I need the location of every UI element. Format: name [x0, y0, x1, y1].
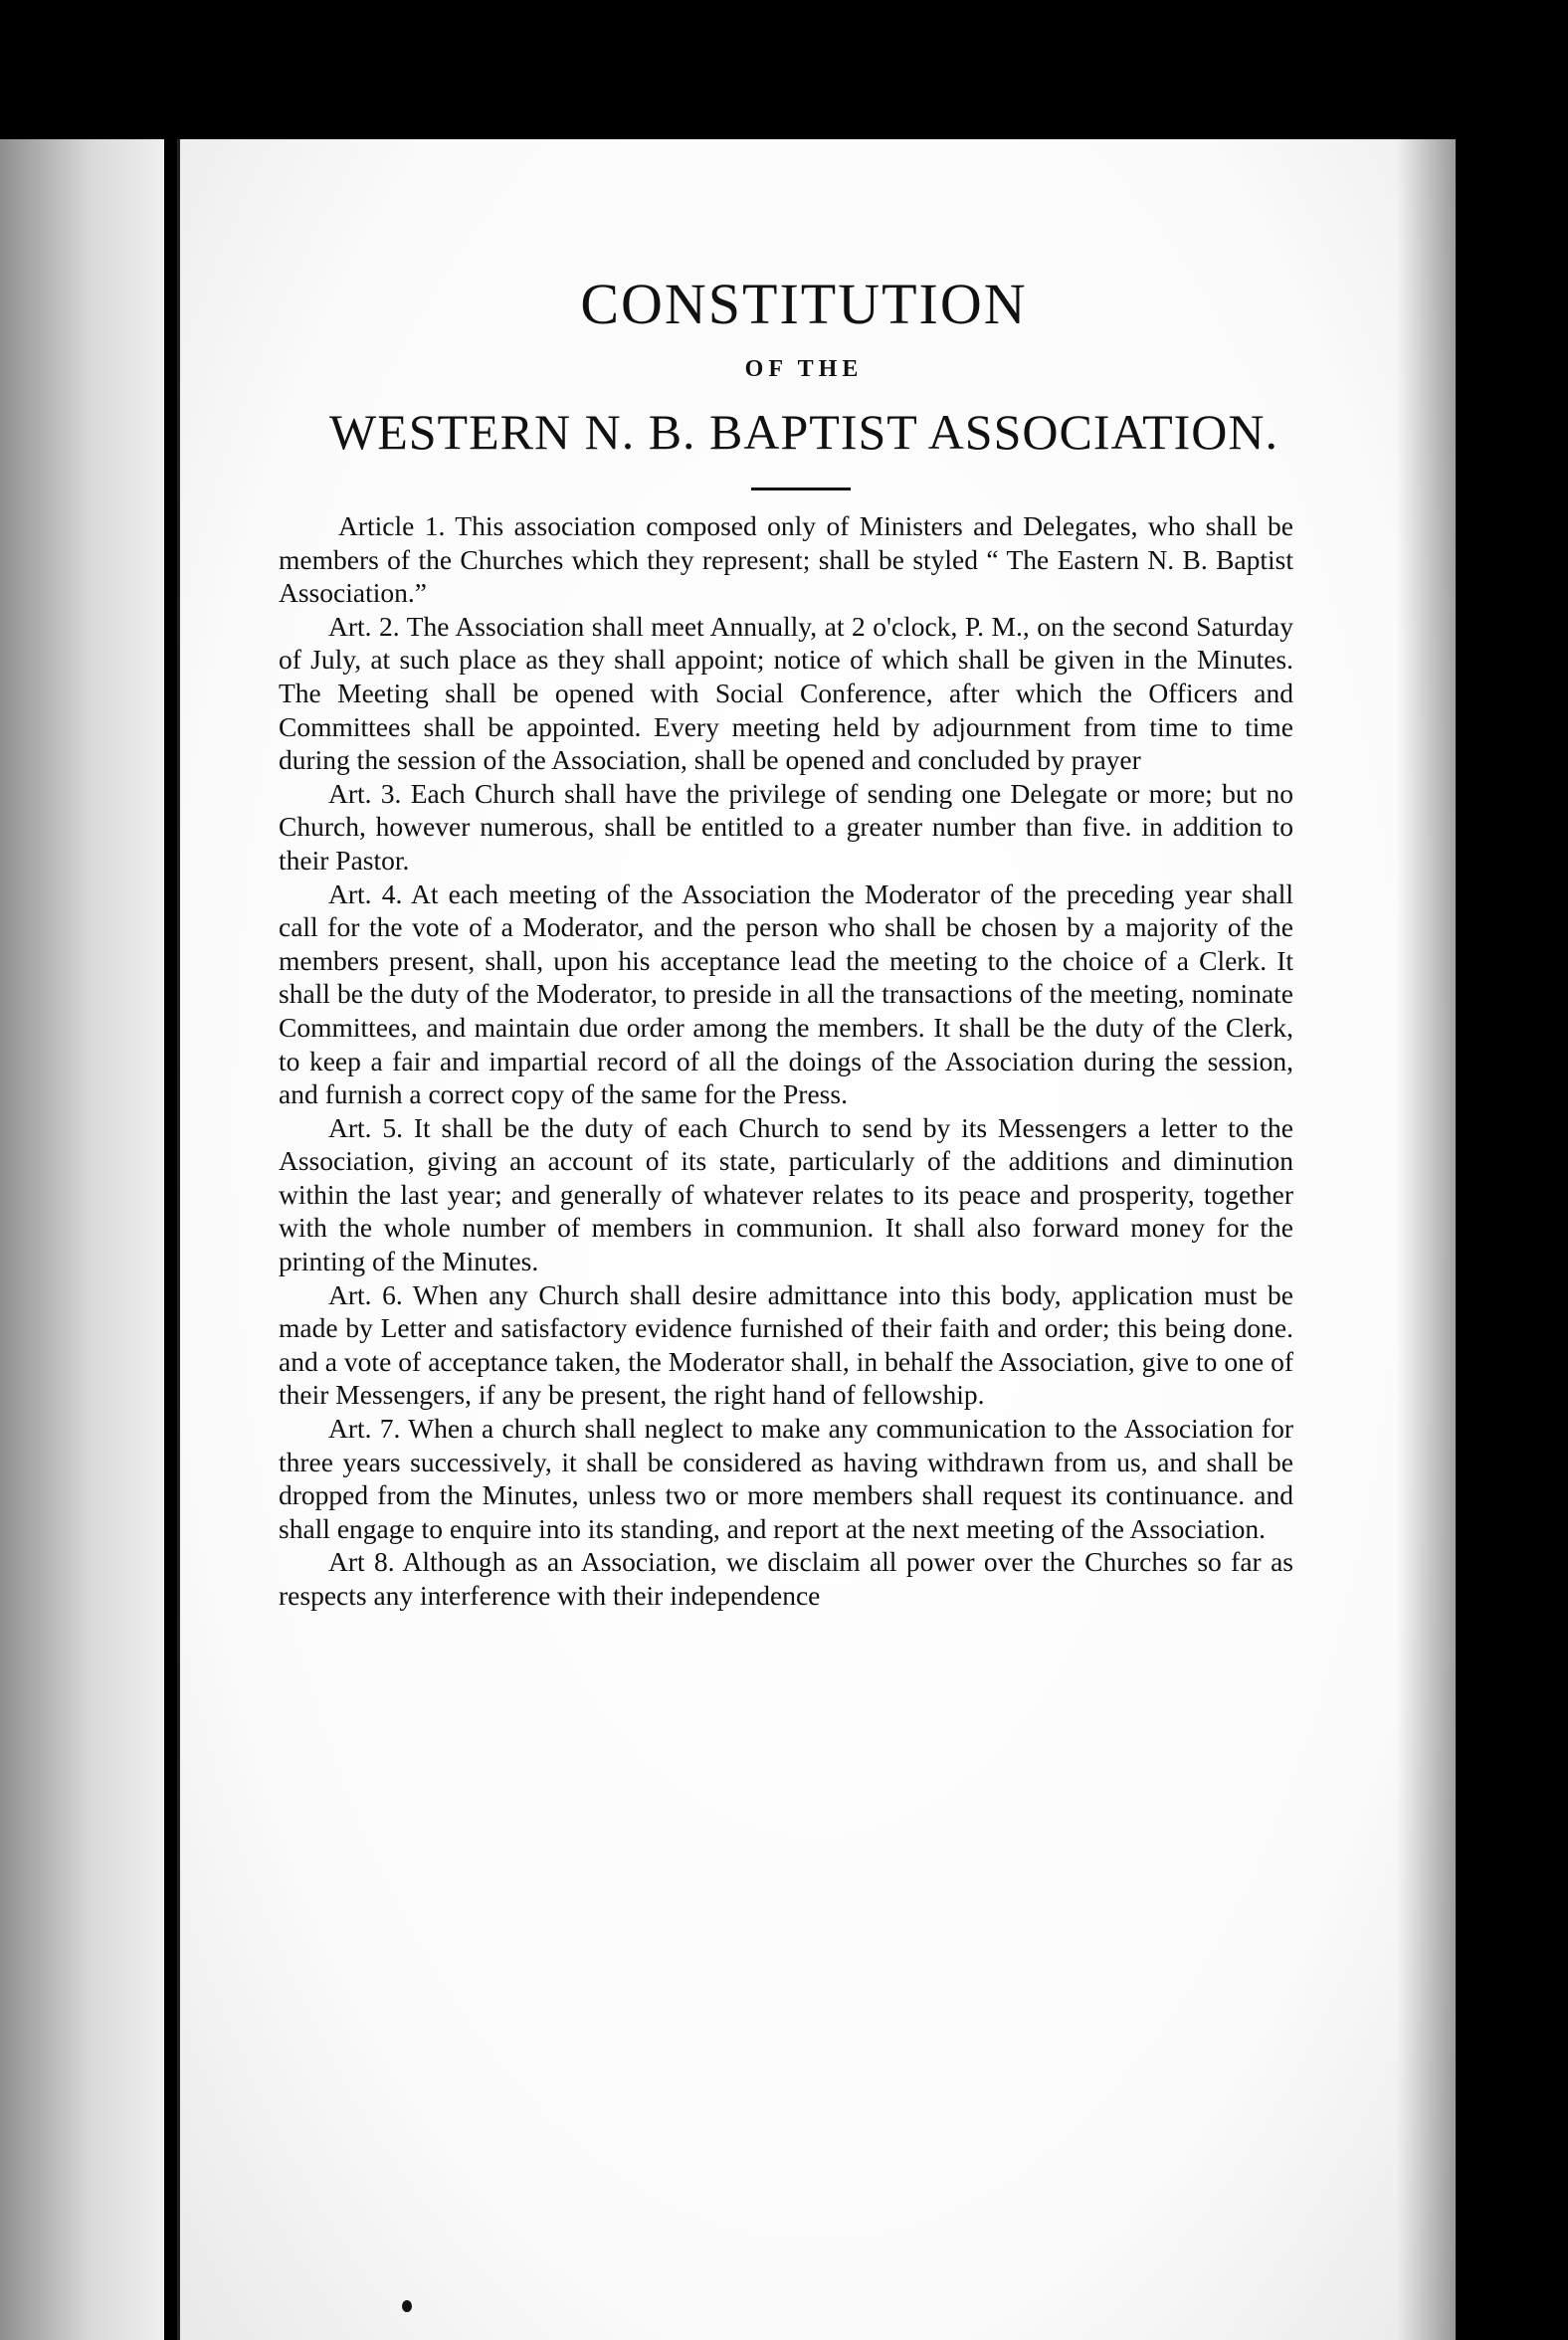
article-1: Article 1. This association composed only of Ministers and Delegates, who shall be members of the Churches which they represent; shall be styled “ The Eastern N. B. Baptist Association.”	[279, 510, 1293, 609]
document-subtitle: OF THE	[744, 356, 864, 382]
document-title: CONSTITUTION	[580, 272, 1028, 336]
scan-right-border	[1456, 139, 1568, 2340]
scan-top-border	[0, 0, 1568, 139]
article-6: Art. 6. When any Church shall desire admittance into this body, application must be made by Letter and satisfactory evidence furnished of their faith and order; this being done. and a vote of acceptance taken, the Moderator shall, in behalf the Association, give to one of their Messengers, if any be present, the right hand of fellowship.	[279, 1278, 1293, 1411]
article-3: Art. 3. Each Church shall have the privilege of sending one Delegate or more; but no Church, however numerous, shall be entitled to a greater number than five. in addition to their Pastor.	[279, 777, 1293, 876]
article-2: Art. 2. The Association shall meet Annually, at 2 o'clock, P. M., on the second Saturday of July, at such place as they shall appoint; notice of which shall be given in the Minutes. The Meeting shall be opened with Social Conference, after which the Officers and Committees shall be appointed. Every meeting held by adjournment from time to time during the session of the Association, shall be opened and concluded by prayer	[279, 610, 1293, 776]
association-name: WESTERN N. B. BAPTIST ASSOCIATION.	[329, 404, 1278, 460]
constitution-body	[279, 509, 1293, 1613]
article-8: Art 8. Although as an Association, we disclaim all power over the Churches so far as respects any interference with their independence	[279, 1546, 1293, 1611]
article-7: Art. 7. When a church shall neglect to make any communication to the Association for three years successively, it shall be considered as having withdrawn from us, and shall be dropped from the Minutes, unless two or more members shall request its continuance. and shall engage to enquire into its standing, and report at the next meeting of the Association.	[279, 1413, 1293, 1544]
article-4: Art. 4. At each meeting of the Association the Moderator of the preceding year shall call for the vote of a Moderator, and the person who shall be chosen by a majority of the members present, shall, upon his acceptance lead the meeting to the choice of a Clerk. It shall be the duty of the Moderator, to preside in all the transactions of the meeting, nominate Committees, and maintain due order among the members. It shall be the duty of the Clerk, to keep a fair and impartial record of all the doings of the Association during the session, and furnish a correct copy of the same for the Press.	[279, 878, 1293, 1110]
ink-spot	[402, 2300, 412, 2312]
title-rule	[751, 488, 851, 490]
facing-page-edge	[0, 139, 164, 2340]
article-5: Art. 5. It shall be the duty of each Church to send by its Messengers a letter to the Association, giving an account of its state, particularly of the additions and diminution within the last year; and generally of whatever relates to its peace and prosperity, together with the whole number of members in communion. It shall also forward money for the printing of the Minutes.	[279, 1111, 1293, 1277]
